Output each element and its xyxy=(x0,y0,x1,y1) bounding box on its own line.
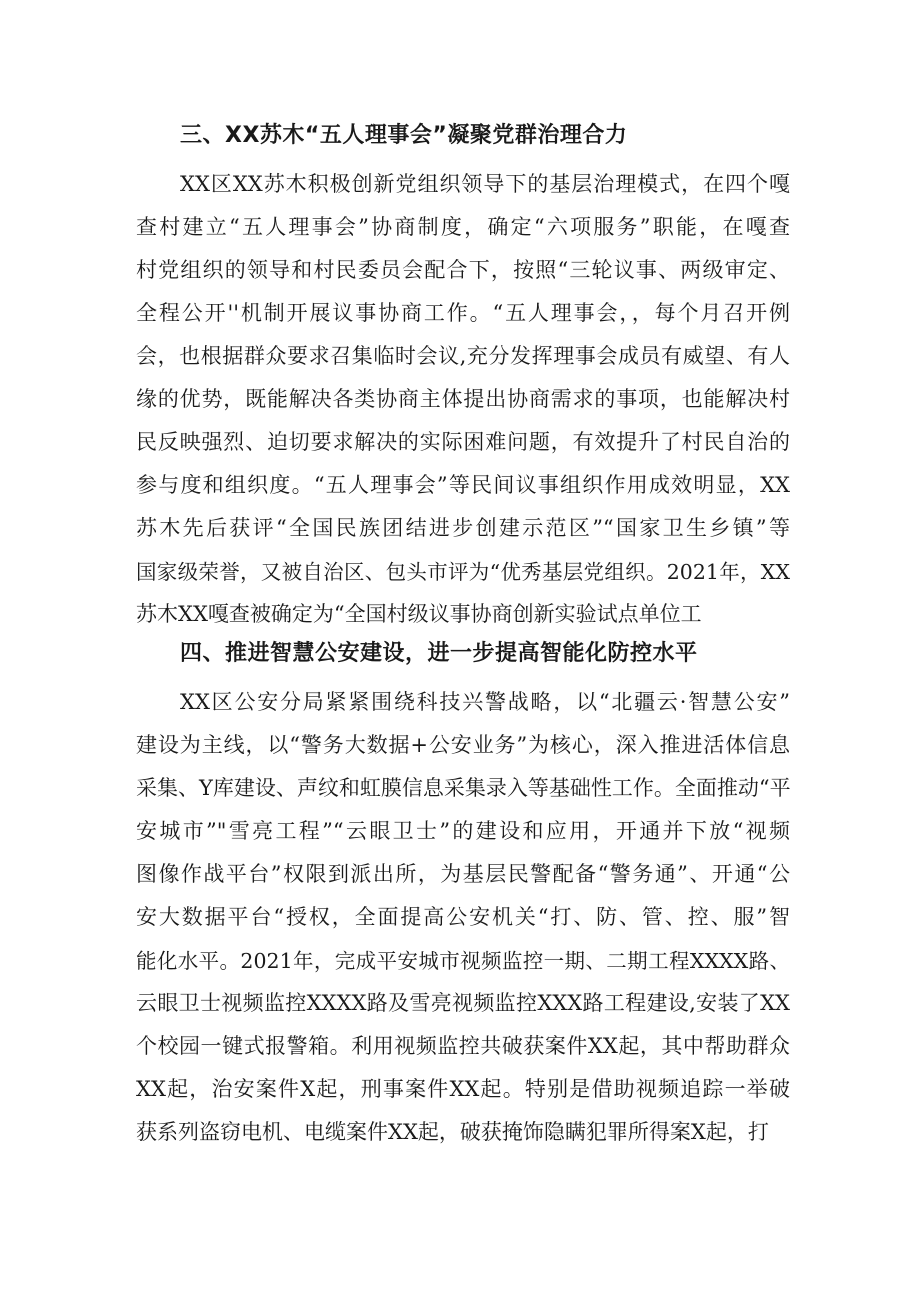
section-4-line-1: XX区公安分局紧紧围绕科技兴警战略，以“北疆云·智慧公安” xyxy=(180,690,790,714)
section-4-line-11: 获系列盗窃电机、电缆案件XX起，破获掩饰隐瞒犯罪所得案X起，打 xyxy=(136,1120,769,1144)
section-3-line-5: 会，也根据群众要求召集临时会议,充分发挥理事会成员有威望、有人 xyxy=(136,344,790,368)
section-4-line-7: 能化水平。2021年，完成平安城市视频监控一期、二期工程XXXX路、 xyxy=(136,949,790,973)
section-4-line-2: 建设为主线，以“警务大数据+公安业务”为核心，深入推进活体信息 xyxy=(136,733,790,757)
section-3-line-9: 苏木先后获评“全国民族团结进步创建示范区”“国家卫生乡镇”等 xyxy=(136,516,790,540)
section-4-line-10: XX起，治安案件X起，刑事案件XX起。特别是借助视频追踪一举破 xyxy=(136,1077,790,1101)
section-4-line-9: 个校园一键式报警箱。利用视频监控共破获案件XX起，其中帮助群众 xyxy=(136,1034,790,1058)
section-4-line-4: 安城市”"雪亮工程”“云眼卫士”的建设和应用，开通并下放“视频 xyxy=(136,819,790,843)
section-4-line-5: 图像作战平台”权限到派出所，为基层民警配备“警务通”、开通“公 xyxy=(136,862,790,886)
section-3-line-1: XX区XX苏木积极创新党组织领导下的基层治理模式，在四个嘎 xyxy=(180,172,790,196)
section-3-line-11: 苏木XX嘎查被确定为“全国村级议事协商创新实验试点单位工 xyxy=(136,602,702,626)
section-4-line-3: 采集、Y库建设、声纹和虹膜信息采集录入等基础性工作。全面推动“平 xyxy=(136,776,791,800)
section-4-line-8: 云眼卫士视频监控XXXX路及雪亮视频监控XXX路工程建设,安装了XX xyxy=(136,991,790,1015)
section-3-line-4: 全程公开''机制开展议事协商工作。“五人理事会，，每个月召开例 xyxy=(136,301,790,325)
section-3-heading: 三、XX苏木“五人理事会”凝聚党群治理合力 xyxy=(180,123,628,148)
section-3-line-3: 村党组织的领导和村民委员会配合下，按照“三轮议事、两级审定、 xyxy=(136,258,790,282)
section-4-line-6: 安大数据平台“授权，全面提高公安机关“打、防、管、控、服”智 xyxy=(136,905,790,929)
section-4-heading: 四、推进智慧公安建设，进一步提高智能化防控水平 xyxy=(180,641,698,666)
section-3-line-10: 国家级荣誉，又被自治区、包头市评为“优秀基层党组织。2021年，XX xyxy=(136,560,790,584)
section-3-line-8: 参与度和组织度。“五人理事会”等民间议事组织作用成效明显，XX xyxy=(136,473,790,497)
section-3-line-6: 缘的优势，既能解决各类协商主体提出协商需求的事项，也能解决村 xyxy=(136,387,790,411)
section-3-line-2: 查村建立“五人理事会”协商制度，确定“六项服务”职能，在嘎查 xyxy=(136,215,790,239)
section-3-line-7: 民反映强烈、迫切要求解决的实际困难问题，有效提升了村民自治的 xyxy=(136,430,790,454)
